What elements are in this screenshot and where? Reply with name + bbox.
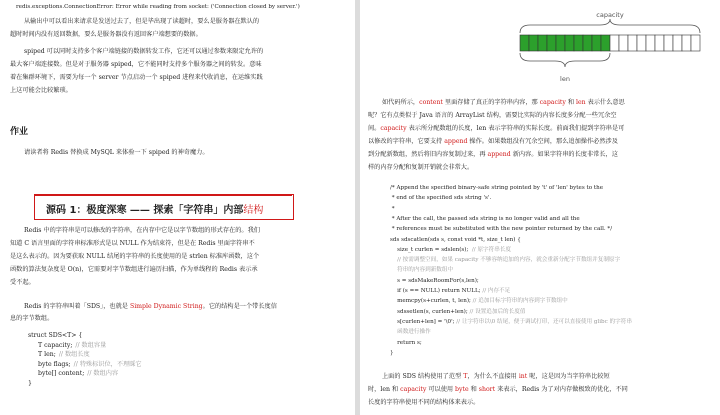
text-run: 表示所分配数组的长度，len 表示字符串的实际长度。前面我们提到字符串是可 bbox=[406, 125, 625, 132]
free-byte-cell bbox=[655, 35, 664, 51]
free-byte-cell bbox=[619, 35, 628, 51]
used-byte-cell bbox=[520, 35, 529, 51]
code-text: if (s == NULL) return NULL; bbox=[390, 288, 481, 294]
code-line bbox=[390, 297, 568, 306]
text-run: 长度的字符串使用不同的结构体来表示。 bbox=[368, 399, 480, 406]
code-text: s[curlen+len] = '\0'; bbox=[390, 318, 455, 325]
text-line bbox=[368, 150, 618, 159]
code-line bbox=[390, 194, 491, 203]
free-byte-cell bbox=[646, 35, 655, 51]
text-line: 函数的算法复杂度是 O(n)，它需要对字节数组进行遍历扫描，作为单线程的 Redis 表示承 bbox=[10, 266, 258, 273]
text-line: 着在集群环境下，需要为每一个 server 节点启动一个 spiped 进程来代收消息，在运维实践 bbox=[10, 74, 263, 81]
len-brace bbox=[520, 53, 610, 67]
code-text: * After the call, the passed sds string is no longer valid and all the bbox=[390, 215, 580, 222]
text-run: ，为什么不直接用 bbox=[467, 373, 519, 380]
error-output-line: redis.exceptions.ConnectionError: Error while reading from socket: ('Connection closed by server.') bbox=[16, 4, 300, 10]
code-comment: // 让字符串以\0 结尾，便于调试打印，还可以直接使用 glibc 的字符串 bbox=[454, 318, 632, 325]
code-text: * references must be substituted with the new pointer returned by the call. */ bbox=[390, 226, 613, 233]
code-line bbox=[38, 360, 142, 369]
code-line bbox=[390, 318, 632, 327]
homework-text: 请读者将 Redis 替换成 MySQL 来体验一下 spiped 的神奇魔力。 bbox=[24, 149, 209, 156]
inline-code-term: len bbox=[576, 99, 586, 106]
code-text: struct SDS<T> { bbox=[28, 332, 83, 339]
text-run: 样的内存分配和复制开销就会非常大。 bbox=[368, 164, 474, 171]
code-line bbox=[38, 341, 106, 350]
inline-code-term: int bbox=[518, 373, 528, 380]
code-text: sdssetlen(s, curlen+len); bbox=[390, 308, 468, 315]
code-comment: 符串的内容到新数组中 bbox=[390, 267, 454, 274]
section-title-top-bar bbox=[34, 194, 292, 196]
used-byte-cell bbox=[601, 35, 610, 51]
used-byte-cell bbox=[556, 35, 565, 51]
code-text: T len; bbox=[38, 351, 56, 358]
inline-code-term: short bbox=[478, 386, 496, 393]
used-byte-cell bbox=[592, 35, 601, 51]
text-run: 时，len 和 bbox=[368, 386, 401, 393]
inline-code-term: capacity bbox=[400, 386, 427, 393]
code-text: return s; bbox=[390, 339, 422, 346]
code-comment: 函数进行操作 bbox=[390, 329, 431, 336]
text-run: 上面的 SDS 结构使用了范型 bbox=[382, 373, 464, 380]
code-comment: // 内存不足 bbox=[480, 288, 511, 294]
text-run: 里面存储了真正的字符串内容，那 bbox=[442, 99, 540, 106]
free-byte-cell bbox=[673, 35, 682, 51]
sds-intro-after: 。它的结构是一个带长度信 bbox=[202, 303, 277, 310]
sds-capacity-diagram bbox=[490, 5, 720, 95]
text-run: 和 bbox=[468, 386, 479, 393]
code-line bbox=[390, 225, 612, 234]
code-text: byte[] content; bbox=[38, 370, 85, 377]
free-byte-cell bbox=[664, 35, 673, 51]
text-line bbox=[368, 111, 617, 120]
text-line bbox=[382, 372, 610, 381]
code-line bbox=[38, 350, 90, 359]
code-text: /* Append the specified binary-safe string pointed by 't' of 'len' bytes to the bbox=[390, 185, 604, 191]
text-run: 新内容。如果字符串的长度非常长，这 bbox=[510, 151, 618, 158]
code-comment: // 设置追加后的长度值 bbox=[467, 308, 526, 315]
code-text: * bbox=[390, 205, 395, 212]
text-line bbox=[368, 398, 479, 407]
code-comment: // 原字符串长度 bbox=[468, 246, 512, 253]
text-line: Redis 中的字符串是可以修改的字符串，在内存中它是以字节数组的形式存在的。我们 bbox=[24, 227, 260, 234]
used-byte-cell bbox=[547, 35, 556, 51]
code-line bbox=[390, 349, 394, 358]
code-line bbox=[390, 205, 395, 214]
code-comment: // 特殊标识位，不理睬它 bbox=[73, 360, 142, 368]
inline-code-term: append bbox=[487, 151, 511, 158]
code-text: byte flags; bbox=[38, 360, 71, 368]
text-run: 以修改的字符串，它要支持 bbox=[368, 138, 445, 145]
text-line bbox=[368, 137, 618, 146]
capacity-brace bbox=[520, 19, 700, 33]
byte-cells bbox=[520, 35, 700, 51]
free-byte-cell bbox=[637, 35, 646, 51]
free-byte-cell bbox=[628, 35, 637, 51]
code-text: T capacity; bbox=[38, 341, 73, 349]
code-line bbox=[390, 308, 525, 317]
capacity-label: capacity bbox=[596, 11, 624, 19]
code-line bbox=[390, 328, 431, 337]
paragraph-sds-intro bbox=[24, 302, 277, 311]
left-page bbox=[0, 0, 355, 415]
sds-intro-before: Redis 的字符串叫着「SDS」，也就是 bbox=[24, 303, 130, 310]
text-line: 是这么表示的。因为要获取 NULL 结尾的字符串的长度使用的是 strlen 标准库函数，这个 bbox=[10, 253, 260, 260]
code-line bbox=[390, 339, 422, 348]
inline-code-term: capacity bbox=[539, 99, 566, 106]
code-line bbox=[390, 277, 479, 286]
text-run: 间。 bbox=[368, 125, 381, 132]
used-byte-cell bbox=[583, 35, 592, 51]
code-line bbox=[390, 184, 603, 193]
code-line bbox=[28, 379, 32, 388]
code-line bbox=[390, 215, 580, 224]
text-run: 到分配新数组，然后将旧内容复制过来，再 bbox=[368, 151, 488, 158]
inline-code-term: capacity bbox=[380, 125, 407, 132]
right-page bbox=[360, 0, 720, 415]
text-line bbox=[368, 385, 628, 394]
paragraph-sds-intro-line2: 息的字节数组。 bbox=[10, 315, 54, 322]
code-line bbox=[390, 236, 521, 245]
text-run: 可以使用 bbox=[426, 386, 456, 393]
used-byte-cell bbox=[529, 35, 538, 51]
len-label: len bbox=[560, 75, 570, 83]
text-run: 和 bbox=[565, 99, 577, 106]
section-title bbox=[46, 201, 263, 216]
text-line bbox=[368, 163, 473, 172]
code-line bbox=[28, 331, 82, 340]
text-run: 表示什么意思 bbox=[585, 99, 625, 106]
text-run: 呢，这是因为当字符串比较短 bbox=[527, 373, 610, 380]
code-line bbox=[38, 369, 118, 378]
inline-code-term: append bbox=[444, 138, 468, 145]
sds-intro-term: Simple Dynamic String bbox=[129, 303, 203, 310]
code-comment: // 数组容量 bbox=[75, 341, 107, 349]
code-text: sds sdscatlen(sds s, const void *t, size_t len) { bbox=[390, 236, 521, 243]
text-line: 超时时间内没有返回数据，要么是服务器没有返回客户端想要的数据。 bbox=[10, 31, 202, 38]
homework-title: 作业 bbox=[10, 127, 29, 137]
inline-code-term: content bbox=[419, 99, 443, 106]
text-line: 受不起。 bbox=[10, 279, 35, 286]
inline-code-term: byte bbox=[455, 386, 469, 393]
used-byte-cell bbox=[565, 35, 574, 51]
section-title-main: 源码 1：极度深寒 —— 探索「字符串」内部 bbox=[46, 205, 244, 216]
text-run: 操作。如果数组没有冗余空间，那么追加操作必然涉及 bbox=[467, 138, 618, 145]
text-line: 从输出中可以看出来请求是发送过去了，但是毕出现了读超时，要么是服务器在默认的 bbox=[24, 18, 260, 25]
code-text: size_t curlen = sdslen(s); bbox=[390, 246, 469, 253]
section-title-accent: 结构 bbox=[243, 205, 264, 216]
text-line: 上这可能会比较繁琐。 bbox=[10, 87, 72, 94]
code-text: s = sdsMakeRoomFor(s,len); bbox=[390, 277, 479, 284]
code-comment: // 按需调整空间，如果 capacity 不够容纳追加的内容，就会重新分配字节数组并复制原字 bbox=[390, 257, 621, 264]
free-byte-cell bbox=[682, 35, 691, 51]
code-comment: // 数组长度 bbox=[58, 351, 90, 358]
text-line: 最大客户端连接数。但是对于服务器 spiped，它不能同时支持多个服务器之间的转发。意味 bbox=[10, 61, 262, 68]
text-line: 知道 C 语言里面的字符串标准形式是以 NULL 作为结束符，但是在 Redis 里面字符串不 bbox=[10, 240, 255, 247]
code-line bbox=[390, 256, 620, 265]
code-line bbox=[390, 287, 510, 296]
code-line bbox=[390, 246, 511, 255]
used-byte-cell bbox=[574, 35, 583, 51]
code-text: } bbox=[390, 349, 394, 356]
text-run: 如代码所示， bbox=[382, 99, 420, 106]
code-text: * end of the specified sds string 's'. bbox=[390, 195, 492, 202]
text-line bbox=[368, 124, 624, 133]
code-comment: // 追加目标字符串的内容到字节数组中 bbox=[470, 298, 568, 305]
code-text: memcpy(s+curlen, t, len); bbox=[390, 298, 471, 305]
text-line bbox=[382, 98, 625, 107]
text-run: 呢？它有点类似于 Java 语言的 ArrayList 结构，需要比实际的内容长度多分配一些冗余空 bbox=[368, 112, 617, 119]
code-text: } bbox=[28, 379, 32, 387]
used-byte-cell bbox=[538, 35, 547, 51]
inline-code-term: T bbox=[463, 373, 468, 380]
code-line bbox=[390, 266, 453, 275]
text-run: 来表示，Redis 为了对内存做极致的优化，不同 bbox=[495, 386, 628, 393]
free-byte-cell bbox=[691, 35, 700, 51]
code-comment: // 数组内容 bbox=[87, 370, 119, 377]
free-byte-cell bbox=[610, 35, 619, 51]
text-line: spiped 可以同时支持多个客户端链接的数据转发工作，它还可以通过参数来限定允许的 bbox=[24, 48, 264, 55]
